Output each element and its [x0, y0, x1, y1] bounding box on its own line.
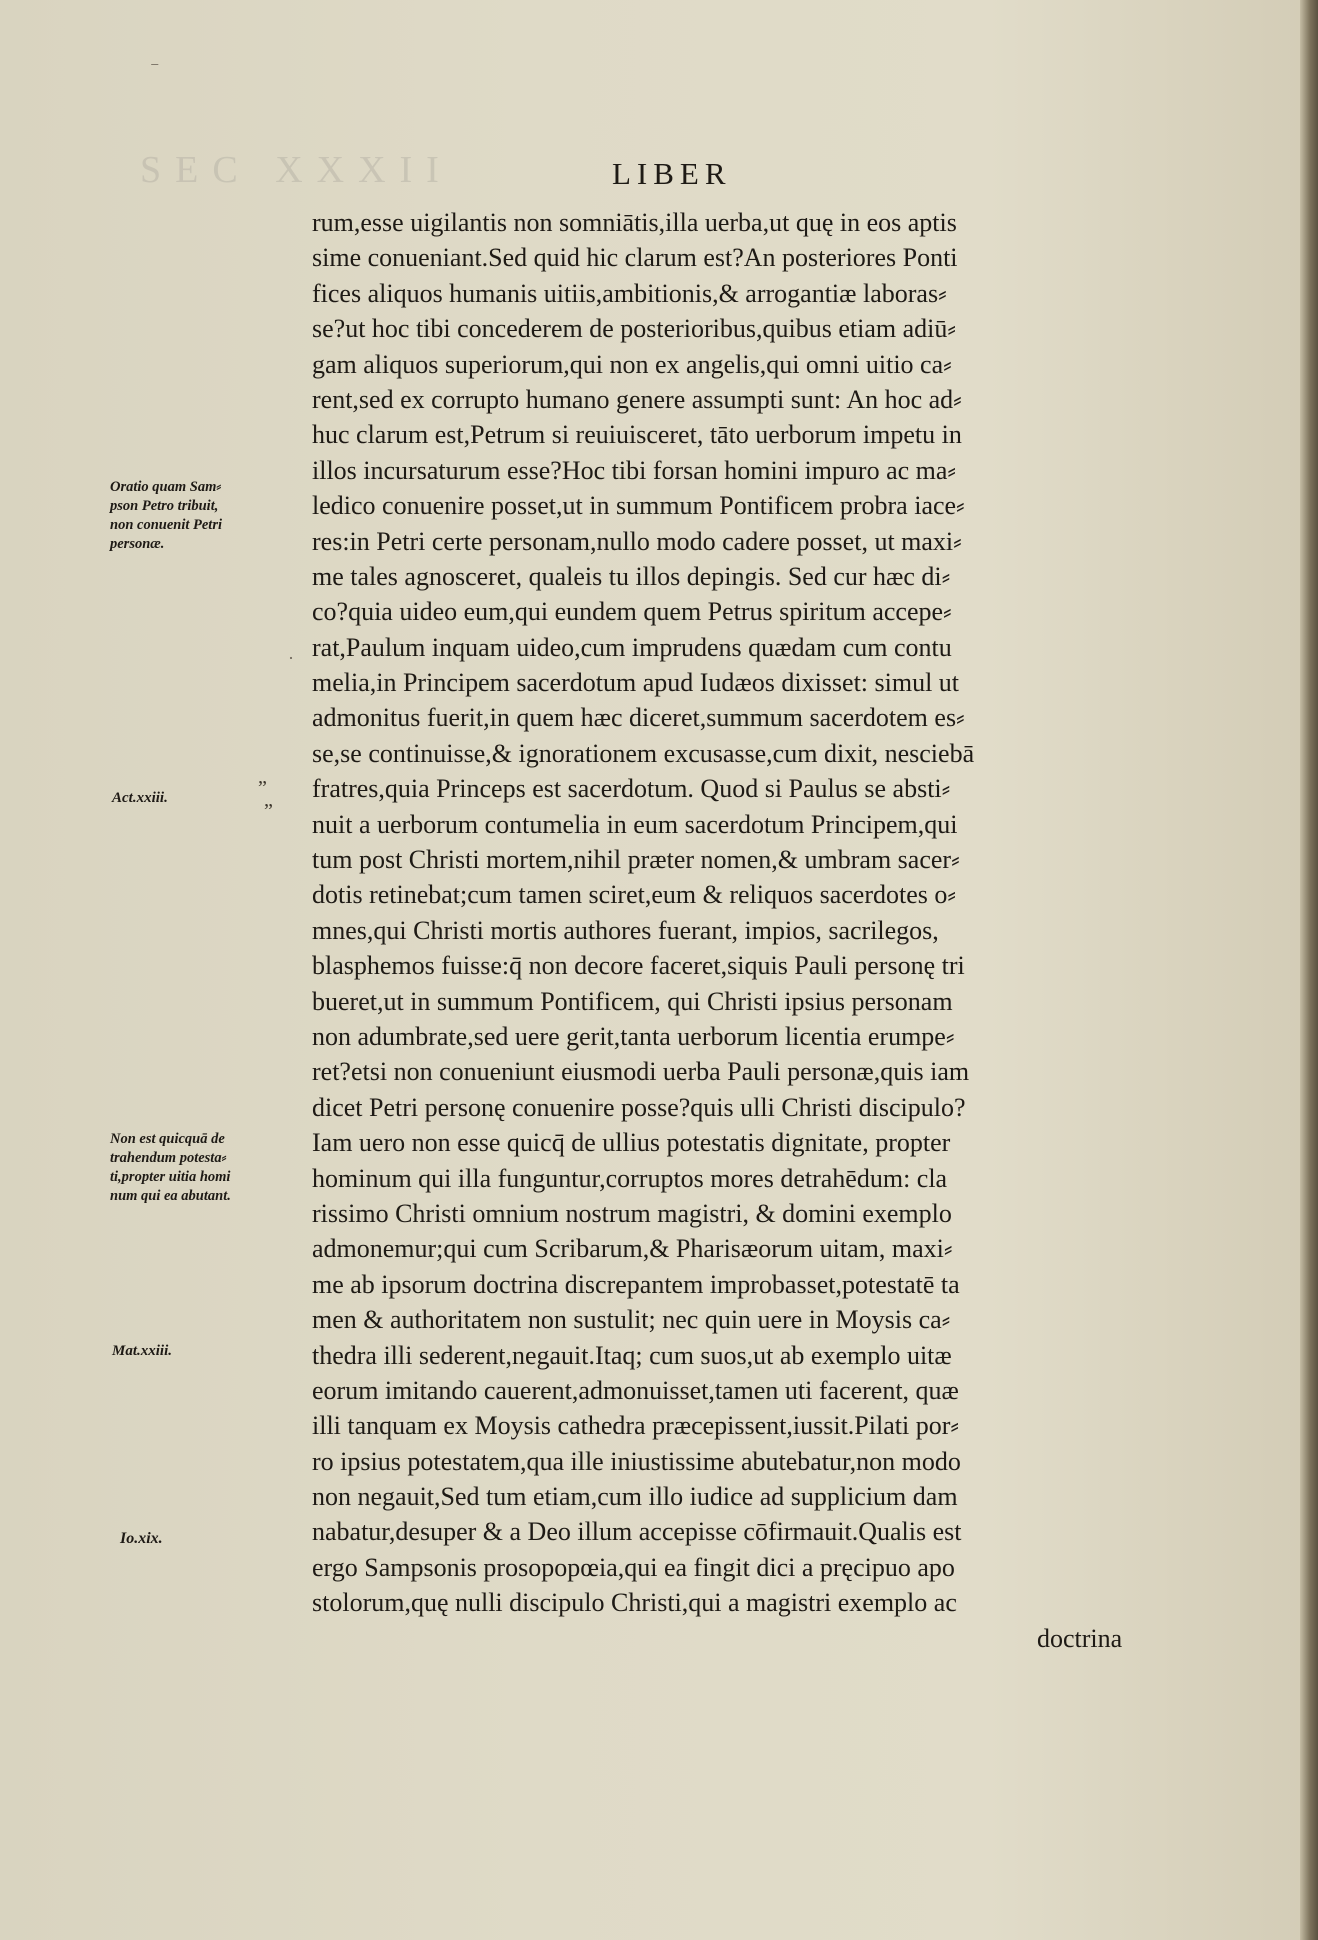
text-line: huc clarum est,Petrum si reuiuisceret, tāto uerborum impetu in [312, 420, 962, 450]
text-line: gam aliquos superiorum,qui non ex angelis,qui omni uitio ca⸗ [312, 349, 952, 379]
text-line: ret?etsi non conueniunt eiusmodi uerba Pauli personæ,quis iam [312, 1057, 970, 1087]
text-line: admonitus fuerit,in quem hæc diceret,summum sacerdotem es⸗ [312, 703, 965, 733]
text-line: stolorum,quę nulli discipulo Christi,qui a magistri exemplo ac [312, 1588, 957, 1618]
text-line: ergo Sampsonis prosopopœia,qui ea fingit dici a pręcipuo apo [312, 1552, 955, 1582]
quote-mark: „ [264, 789, 273, 811]
margin-note-line: ti,propter uitia homi [110, 1169, 231, 1185]
bleed-through-text: SEC XXXII [140, 149, 453, 191]
text-line: hominum qui illa funguntur,corruptos mores detrahēdum: cla [312, 1163, 948, 1193]
text-line: rat,Paulum inquam uideo,cum imprudens quædam cum contu [312, 632, 952, 662]
margin-note-line: personæ. [110, 536, 165, 552]
text-line: thedra illi sederent,negauit.Itaq; cum suos,ut ab exemplo uitæ [312, 1340, 952, 1370]
margin-note-line: trahendum potesta⸗ [110, 1150, 227, 1166]
text-line: dicet Petri personę conuenire posse?quis ulli Christi discipulo? [312, 1092, 966, 1122]
text-line: sime conueniant.Sed quid hic clarum est?An posteriores Ponti [312, 243, 958, 273]
text-line: rum,esse uigilantis non somniātis,illa uerba,ut quę in eos aptis [312, 208, 957, 237]
text-line: bueret,ut in summum Pontificem, qui Christi ipsius personam [312, 986, 953, 1016]
margin-note-line: non conuenit Petri [110, 517, 222, 533]
text-line: men & authoritatem non sustulit; nec quin uere in Moysis ca⸗ [312, 1305, 951, 1335]
text-line: melia,in Principem sacerdotum apud Iudæos dixisset: simul ut [312, 668, 960, 698]
text-line: Iam uero non esse quicq̄ de ullius potestatis dignitate, propter [312, 1128, 951, 1158]
text-line: illos incursaturum esse?Hoc tibi forsan homini impuro ac ma⸗ [312, 455, 957, 485]
text-line: nuit a uerborum contumelia in eum sacerdotum Principem,qui [312, 809, 958, 839]
margin-note-line: Non est quicquā de [110, 1131, 225, 1147]
catchword: doctrina [1037, 1623, 1123, 1653]
text-line: fratres,quia Princeps est sacerdotum. Quod si Paulus se absti⸗ [312, 774, 951, 804]
text-line: se,se continuisse,& ignorationem excusasse,cum dixit, nesciebā [312, 738, 975, 768]
text-line: ledico conuenire posset,ut in summum Pontificem probra iace⸗ [312, 491, 965, 521]
stray-mark: · [288, 648, 294, 668]
text-line: non negauit,Sed tum etiam,cum illo iudice ad supplicium dam [312, 1482, 958, 1512]
text-line: eorum imitando cauerent,admonuisset,tamen uti facerent, quæ [312, 1375, 959, 1405]
text-line: tum post Christi mortem,nihil præter nomen,& umbram sacer⸗ [312, 845, 960, 875]
text-line: admonemur;qui cum Scribarum,& Pharisæorum uitam, maxi⸗ [312, 1234, 953, 1264]
running-head: LIBER [612, 156, 732, 191]
margin-note-john: Io.xix. [120, 1530, 163, 1547]
main-text-block [312, 205, 1232, 1656]
text-line: non adumbrate,sed uere gerit,tanta uerborum licentia erumpe⸗ [312, 1021, 955, 1051]
text-line: ro ipsius potestatem,qua ille iniustissime abutebatur,non modo [312, 1446, 961, 1476]
text-line: mnes,qui Christi mortis authores fuerant, impios, sacrilegos, [312, 915, 939, 945]
text-line: rent,sed ex corrupto humano genere assumpti sunt: An hoc ad⸗ [312, 384, 962, 414]
page-gutter-edge [1300, 0, 1318, 1940]
margin-note-matthew: Mat.xxiii. [112, 1343, 173, 1359]
text-line: illi tanquam ex Moysis cathedra præcepissent,iussit.Pilati por⸗ [312, 1411, 960, 1441]
text-line: blasphemos fuisse:q̄ non decore faceret,siquis Pauli personę tri [312, 951, 965, 981]
margin-note-line: Oratio quam Sam⸗ [110, 479, 222, 495]
text-line: nabatur,desuper & a Deo illum accepisse cōfirmauit.Qualis est [312, 1517, 962, 1547]
text-line: co?quia uideo eum,qui eundem quem Petrus spiritum accepe⸗ [312, 597, 952, 627]
text-line: me ab ipsorum doctrina discrepantem improbasset,potestatē ta [312, 1269, 960, 1299]
quote-mark: „ [258, 766, 267, 788]
text-line: res:in Petri certe personam,nullo modo cadere posset, ut maxi⸗ [312, 526, 962, 556]
text-line: se?ut hoc tibi concederem de posterioribus,quibus etiam adiū⸗ [312, 314, 957, 344]
text-line: dotis retinebat;cum tamen sciret,eum & reliquos sacerdotes o⸗ [312, 880, 957, 910]
margin-note-acts: Act.xxiii. [112, 790, 168, 806]
stray-mark: ⁻ [150, 58, 160, 78]
text-line: rissimo Christi omnium nostrum magistri, & domini exemplo [312, 1198, 952, 1228]
margin-note-potestas [110, 1130, 290, 1206]
text-line: me tales agnosceret, qualeis tu illos depingis. Sed cur hæc di⸗ [312, 561, 951, 591]
margin-note-line: pson Petro tribuit, [110, 498, 219, 514]
text-line: fices aliquos humanis uitiis,ambitionis,& arrogantiæ laboras⸗ [312, 278, 947, 308]
margin-note-oratio [110, 478, 290, 554]
margin-note-line: num qui ea abutant. [110, 1188, 231, 1204]
